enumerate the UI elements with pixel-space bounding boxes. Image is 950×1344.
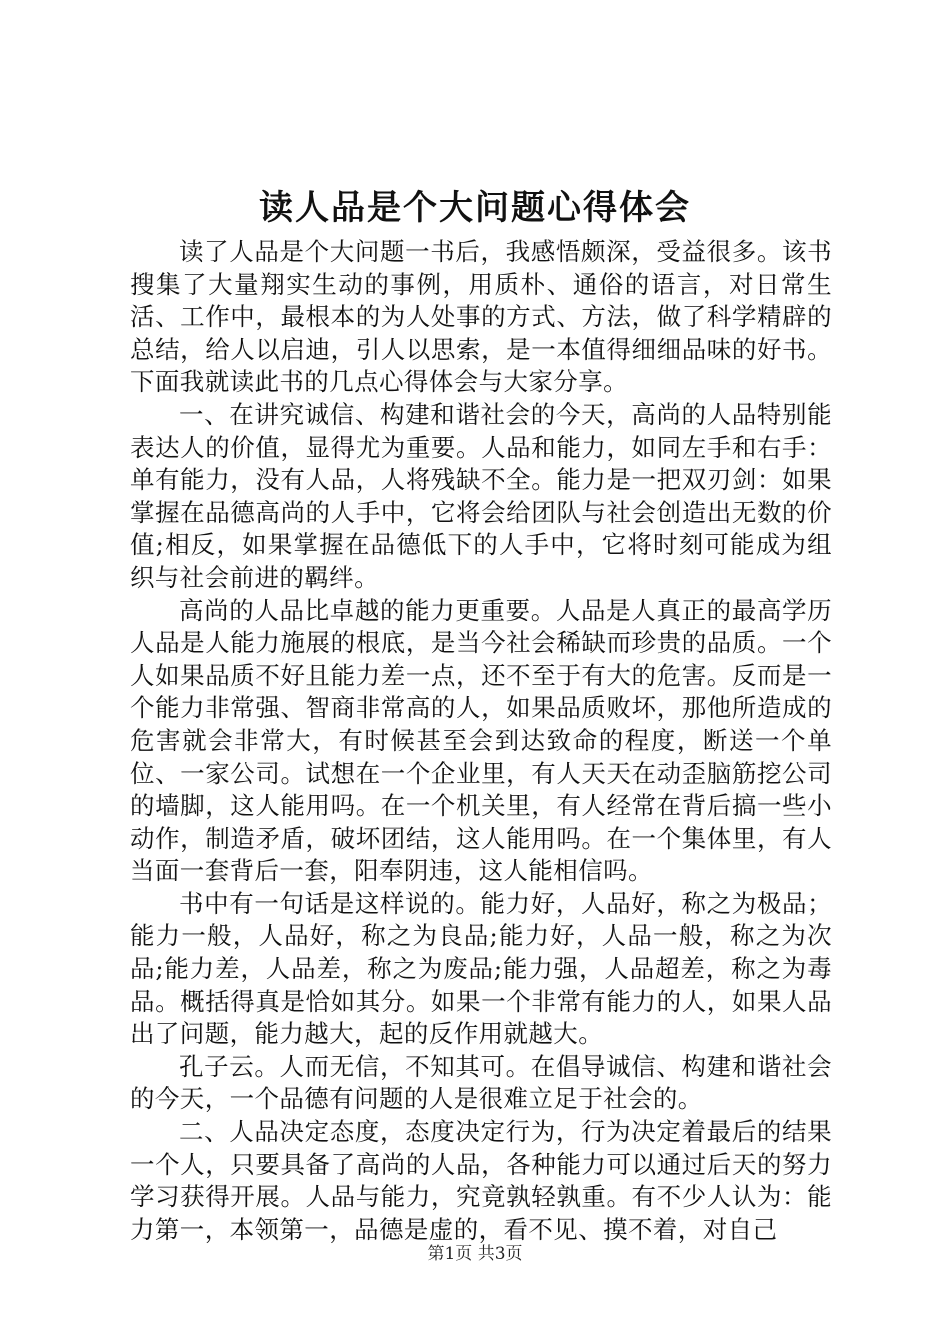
paragraph: 高尚的人品比卓越的能力更重要。人品是人真正的最高学历人品是人能力施展的根底，是当今社会稀缺而珍贵的品质。一个人如果品质不好且能力差一点，还不至于有大的危害。反而是一个能力非常强、智商非常高的人，如果品质败坏，那他所造成的危害就会非常大，有时候甚至会到达致命的程度，断送一个单位、一家公司。试想在一个企业里，有人天天在动歪脑筋挖公司的墙脚，这人能用吗。在一个机关里，有人经常在背后搞一些小动作，制造矛盾，破坏团结，这人能用吗。在一个集体里，有人当面一套背后一套，阳奉阴违，这人能相信吗。 bbox=[130, 595, 832, 886]
paragraph: 读了人品是个大问题一书后，我感悟颇深，受益很多。该书搜集了大量翔实生动的事例，用质朴、通俗的语言，对日常生活、工作中，最根本的为人处事的方式、方法，做了科学精辟的总结，给人以启迪，引人以思索，是一本值得细细品味的好书。下面我就读此书的几点心得体会与大家分享。 bbox=[130, 237, 832, 397]
paragraph: 二、人品决定态度，态度决定行为，行为决定着最后的结果一个人，只要具备了高尚的人品，各种能力可以通过后天的努力学习获得开展。人品与能力，究竟孰轻孰重。有不少人认为：能力第一，本领第一，品德是虚的，看不见、摸不着，对自己 bbox=[130, 1117, 832, 1244]
document-title: 读人品是个大问题心得体会 bbox=[259, 188, 691, 228]
document-body bbox=[130, 236, 832, 1246]
paragraph: 孔子云。人而无信，不知其可。在倡导诚信、构建和谐社会的今天，一个品德有问题的人是很难立足于社会的。 bbox=[130, 1051, 832, 1114]
page-number-footer: 第1页 共3页 bbox=[427, 1244, 523, 1264]
paragraph: 书中有一句话是这样说的。能力好，人品好，称之为极品；能力一般，人品好，称之为良品;能力好，人品一般，称之为次品;能力差，人品差，称之为废品;能力强，人品超差，称之为毒品。概括得真是恰如其分。如果一个非常有能力的人，如果人品出了问题，能力越大，起的反作用就越大。 bbox=[130, 888, 832, 1049]
paragraph: 一、在讲究诚信、构建和谐社会的今天，高尚的人品特别能表达人的价值，显得尤为重要。人品和能力，如同左手和右手：单有能力，没有人品，人将残缺不全。能力是一把双刃剑：如果掌握在品德高尚的人手中，它将会给团队与社会创造出无数的价值;相反，如果掌握在品德低下的人手中，它将时刻可能成为组织与社会前进的羁绊。 bbox=[130, 399, 832, 592]
